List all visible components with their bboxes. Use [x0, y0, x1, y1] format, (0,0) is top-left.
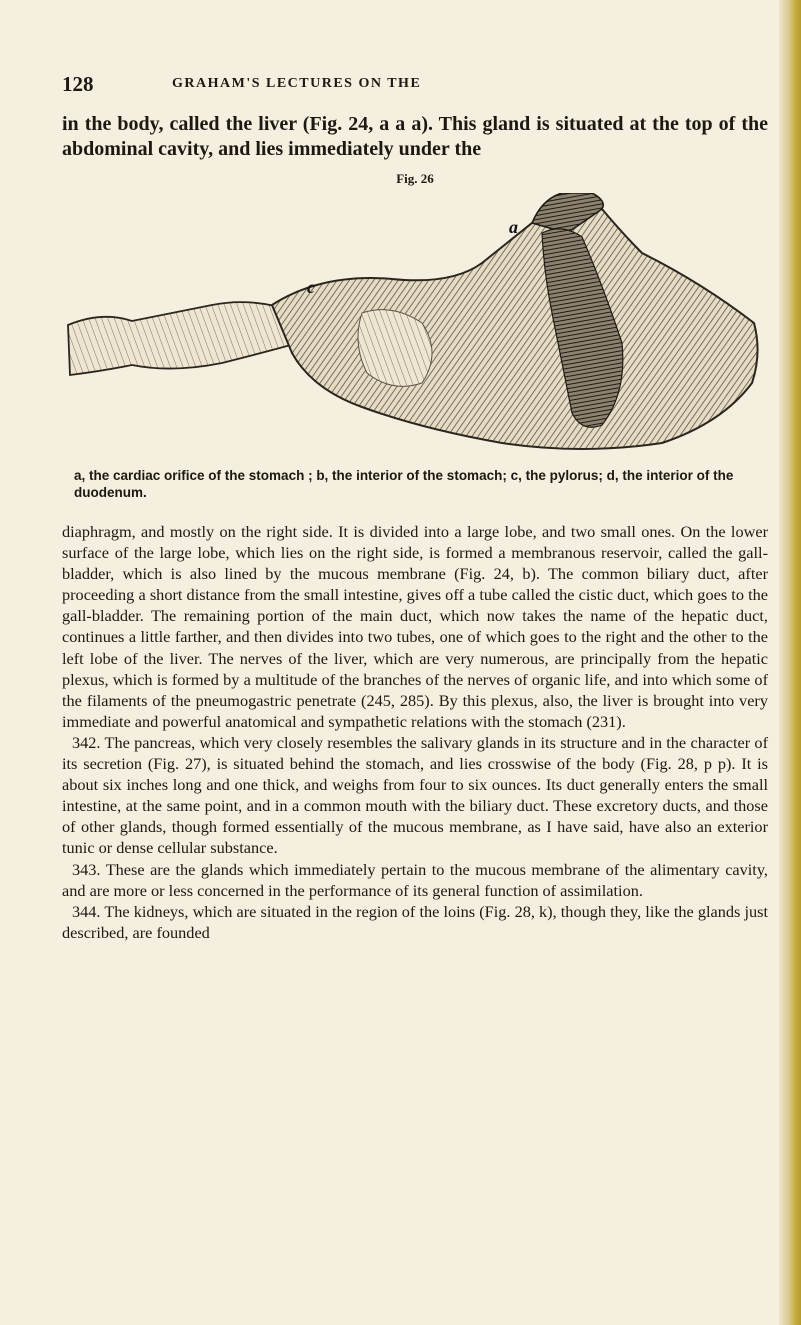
- intro-paragraph: in the body, called the liver (Fig. 24, a a a). This gland is situated at the top of the abdominal cavity, and lies immediately under the: [62, 113, 768, 160]
- stomach-shape: [272, 202, 758, 449]
- paragraph-342: 342. The pancreas, which very closely resembles the salivary glands in its structure and in the character of its secretion (Fig. 27), is situated behind the stomach, and lies crosswise of the body (Fig. 28, p p). It is about six inches long and one thick, and weighs from four to six ounces. Its duct generally enters the small intestine, at the same point, and in a common mouth with the biliary duct. These excretory ducts, and those of other glands, though formed essentially of the mucous membrane, as I have said, have also an exterior tunic or dense cellular substance.: [62, 732, 768, 858]
- paragraph-343: 343. These are the glands which immediately pertain to the mucous membrane of the alimentary cavity, and are more or less concerned in the performance of its general function of assimilation.: [62, 859, 768, 900]
- page-edge: [779, 0, 801, 1325]
- page-number: 128: [62, 72, 94, 96]
- duodenum-shape: [68, 302, 298, 375]
- running-title: GRAHAM'S LECTURES ON THE: [172, 76, 422, 91]
- stomach-illustration: [62, 193, 768, 455]
- paragraph-liver: diaphragm, and mostly on the right side. It is divided into a large lobe, and two small ones. On the lower surface of the large lobe, which lies on the right side, is formed a membranous reservoir, called the gall-bladder, which is also lined by the mucous membrane (Fig. 24, b). The common biliary duct, after proceeding a short distance from the small intestine, gives off a tube called the cistic duct, which goes to the gall-bladder. The remaining portion of the main duct, which now takes the name of the hepatic duct, continues a little farther, and then divides into two tubes, one of which goes to the right and the other to the left lobe of the liver. The nerves of the liver, which are very numerous, are principally from the hepatic plexus, which is formed by a multitude of the branches of the nerves of organic life, and into which some of the filaments of the pneumogastric penetrate (245, 285). By this plexus, also, the liver is brought into very immediate and powerful anatomical and sympathetic relations with the stomach (231).: [62, 522, 768, 731]
- book-page: [62, 72, 768, 943]
- body-text: [62, 521, 768, 943]
- figure-letter-a: a: [509, 217, 518, 237]
- figure-label: Fig. 26: [396, 171, 434, 186]
- page-header: [62, 72, 768, 98]
- stomach-engraving: [62, 193, 768, 455]
- figure-letter-c: c: [307, 277, 315, 297]
- figure-caption: a, the cardiac orifice of the stomach ; b, the interior of the stomach; c, the pylorus; d, the interior of the duodenum.: [74, 468, 734, 500]
- paragraph-344: 344. The kidneys, which are situated in the region of the loins (Fig. 28, k), though they, like the glands just described, are founded: [62, 901, 768, 942]
